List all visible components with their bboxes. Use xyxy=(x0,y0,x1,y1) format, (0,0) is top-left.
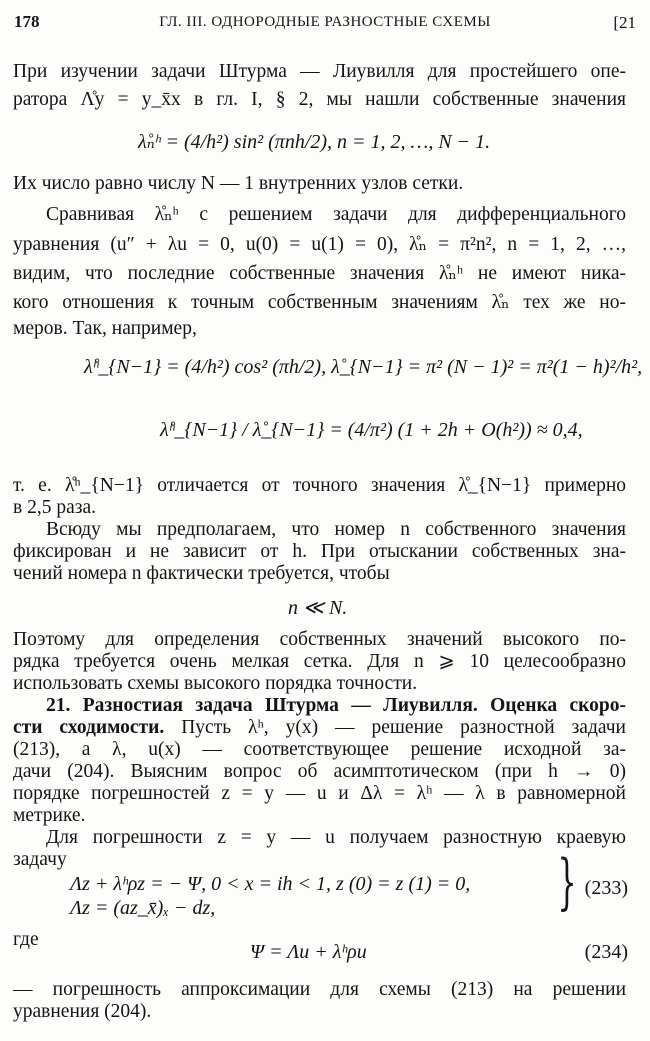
page-number: 178 xyxy=(14,12,40,31)
text-line: Поэтому для определения собственных значений высокого по- xyxy=(13,629,626,650)
text-line: чений номера n фактически требуется, чтобы xyxy=(13,563,390,584)
formula-n-minus-1: λ̊ʰ_{N−1} = (4/h²) cos² (πh/2), λ̊_{N−1} = π² (N − 1)² = π²(1 − h)²/h², xyxy=(84,356,643,378)
text-line: порядке погрешностей z = y — u и Δλ = λʰ — λ в равномерной xyxy=(13,783,626,804)
chapter-title: ГЛ. III. ОДНОРОДНЫЕ РАЗНОСТНЫЕ СХЕМЫ xyxy=(159,14,491,30)
formula-eigenvalues: λ̊ₙʰ = (4/h²) sin² (πnh/2), n = 1, 2, …, N − 1. xyxy=(138,131,491,153)
text-line: (213), а λ, u(x) — соответствующее решение исходной за- xyxy=(13,739,626,760)
text-line: рядка требуется очень мелкая сетка. Для n ⩾ 10 целесообразно xyxy=(13,651,626,672)
text-line: задачу xyxy=(13,849,67,870)
formula-error-equation: Λz + λʰρz = − Ψ, 0 < x = ih < 1, z (0) = z (1) = 0, xyxy=(70,873,471,895)
equation-number-234: (234) xyxy=(584,941,628,963)
formula-ratio: λ̊ʰ_{N−1} / λ̊_{N−1} = (4/π²) (1 + 2h + O(h²)) ≈ 0,4, xyxy=(160,419,583,441)
text-line: дачи (204). Выясним вопрос об асимптотическом (при h → 0) xyxy=(13,761,626,782)
formula-psi: Ψ = Λu + λʰρu xyxy=(250,941,367,963)
text-line: уравнения (u″ + λu = 0, u(0) = u(1) = 0), λ̊ₙ = π²n², n = 1, 2, …, xyxy=(13,234,626,255)
running-header xyxy=(14,12,636,38)
section-reference: [21 xyxy=(613,13,636,32)
formula-operator-definition: Λz = (az_x̄)ₓ − dz, xyxy=(70,897,216,919)
section-heading-continuation: сти сходимости. xyxy=(13,717,165,738)
text-line: ратора Λ̊y = y_x̄x в гл. I, § 2, мы нашли собственные значения xyxy=(13,89,626,110)
text-line: — погрешность аппроксимации для схемы (213) на решении xyxy=(13,979,626,1000)
text-line: кого отношения к точным собственным значениям λ̊ₙ тех же но- xyxy=(13,292,626,313)
text-line: в 2,5 раза. xyxy=(13,497,96,518)
text-line: видим, что последние собственные значения λ̊ₙʰ не имеют ника- xyxy=(13,263,626,284)
text-line: т. е. λ̊ʰ_{N−1} отличается от точного значения λ̊_{N−1} примерно xyxy=(13,475,626,496)
formula-n-much-less-N: n ≪ N. xyxy=(288,597,348,619)
text-line: уравнения (204). xyxy=(13,1001,152,1022)
text-line: фиксирован и не зависит от h. При отыскании собственных зна- xyxy=(13,541,626,562)
text-line: где xyxy=(13,929,39,950)
text-line: меров. Так, например, xyxy=(13,318,197,339)
text-line: Их число равно числу N — 1 внутренних узлов сетки. xyxy=(13,173,464,194)
right-brace: } xyxy=(557,847,577,917)
text-line: Сравнивая λ̊ₙʰ с решением задачи для дифференциального xyxy=(46,204,626,225)
text-line: метрике. xyxy=(13,805,86,826)
text-line: Всюду мы предполагаем, что номер n собственного значения xyxy=(46,519,626,540)
text-line: использовать схемы высокого порядка точности. xyxy=(13,673,418,694)
text-line: При изучении задачи Штурма — Лиувилля для простейшего опе- xyxy=(13,61,626,82)
section-heading: 21. Разностиая задача Штурма — Лиувилля. Оценка скоро- xyxy=(46,695,626,716)
text-line: сти сходимости. Пусть λʰ, y(x) — решение разностной задачи xyxy=(13,717,626,738)
text-line: Для погрешности z = y — u получаем разностную краевую xyxy=(46,827,626,848)
equation-number-233: (233) xyxy=(584,877,628,899)
